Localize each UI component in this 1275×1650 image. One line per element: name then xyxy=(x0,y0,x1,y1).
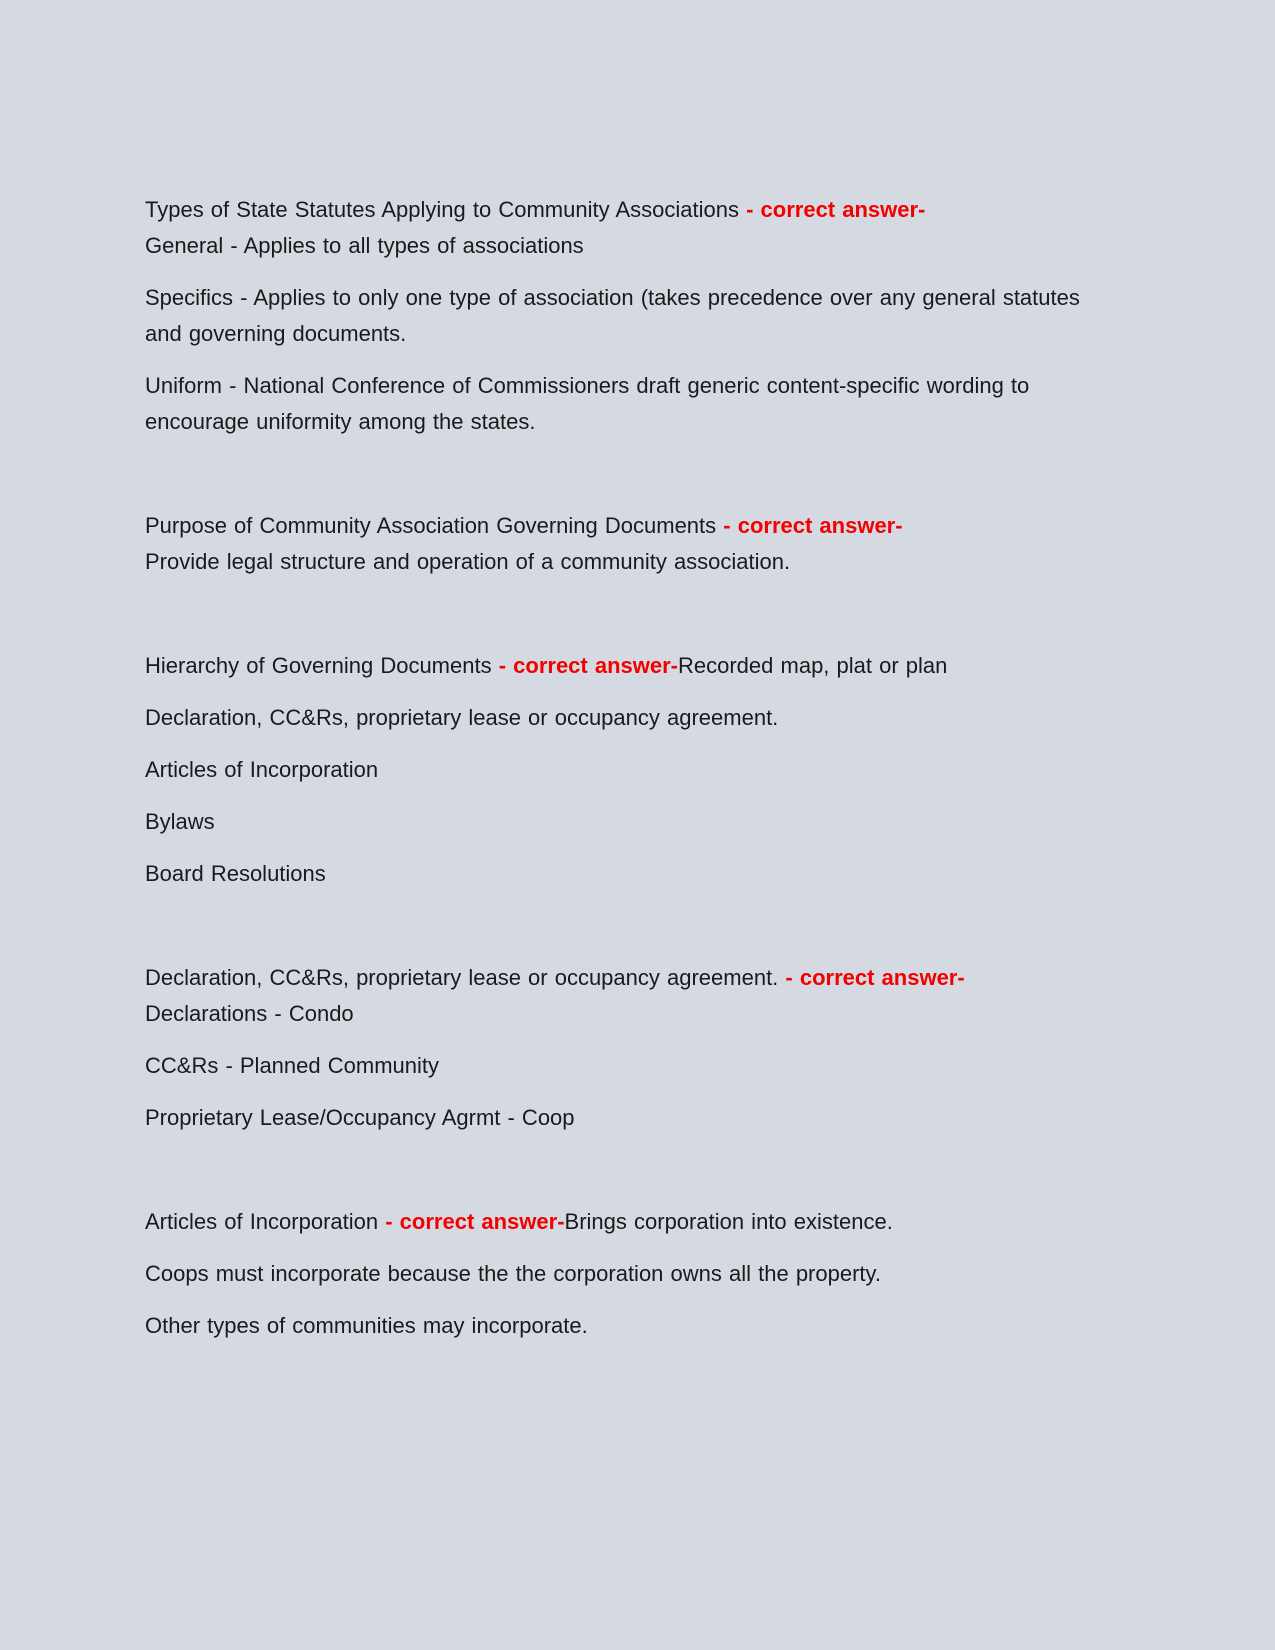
text-segment: Declarations - Condo xyxy=(145,1001,354,1026)
text-segment: Articles of Incorporation xyxy=(145,757,379,782)
paragraph xyxy=(145,1100,1090,1136)
correct-answer-marker: - correct answer- xyxy=(723,513,903,538)
text-segment: Purpose of Community Association Governing Documents xyxy=(145,513,724,538)
paragraph xyxy=(145,508,1090,580)
correct-answer-marker: - correct answer- xyxy=(785,965,965,990)
text-segment: General - Applies to all types of associations xyxy=(145,233,584,258)
paragraph xyxy=(145,192,1090,264)
document-body xyxy=(145,192,1090,1344)
text-segment: Bylaws xyxy=(145,809,215,834)
text-segment: Proprietary Lease/Occupancy Agrmt - Coop xyxy=(145,1105,575,1130)
paragraph xyxy=(145,648,1090,684)
text-segment: Articles of Incorporation xyxy=(145,1209,386,1234)
paragraph xyxy=(145,1256,1090,1292)
paragraph xyxy=(145,1048,1090,1084)
text-segment: CC&Rs - Planned Community xyxy=(145,1053,439,1078)
paragraph-spacer xyxy=(145,456,1090,492)
text-segment: Declaration, CC&Rs, proprietary lease or occupancy agreement. xyxy=(145,965,786,990)
text-segment: Coops must incorporate because the the corporation owns all the property. xyxy=(145,1261,881,1286)
paragraph-spacer xyxy=(145,908,1090,944)
paragraph xyxy=(145,804,1090,840)
paragraph xyxy=(145,856,1090,892)
paragraph xyxy=(145,752,1090,788)
text-segment: Declaration, CC&Rs, proprietary lease or occupancy agreement. xyxy=(145,705,779,730)
text-segment: Types of State Statutes Applying to Community Associations xyxy=(145,197,747,222)
text-segment: Brings corporation into existence. xyxy=(564,1209,893,1234)
paragraph xyxy=(145,700,1090,736)
text-segment: Other types of communities may incorporate. xyxy=(145,1313,588,1338)
text-segment: Board Resolutions xyxy=(145,861,326,886)
paragraph-spacer xyxy=(145,1152,1090,1188)
paragraph xyxy=(145,280,1090,352)
text-segment: Recorded map, plat or plan xyxy=(678,653,948,678)
correct-answer-marker: - correct answer- xyxy=(746,197,926,222)
text-segment: Hierarchy of Governing Documents xyxy=(145,653,499,678)
paragraph xyxy=(145,960,1090,1032)
correct-answer-marker: - correct answer- xyxy=(385,1209,565,1234)
paragraph xyxy=(145,1308,1090,1344)
paragraph-spacer xyxy=(145,596,1090,632)
text-segment: Provide legal structure and operation of a community association. xyxy=(145,549,791,574)
paragraph xyxy=(145,1204,1090,1240)
text-segment: Uniform - National Conference of Commissioners draft generic content-specific wording to encourage uniformity among the states. xyxy=(145,373,1030,434)
paragraph xyxy=(145,368,1090,440)
text-segment: Specifics - Applies to only one type of association (takes precedence over any general statutes and governing documents. xyxy=(145,285,1080,346)
correct-answer-marker: - correct answer- xyxy=(498,653,678,678)
